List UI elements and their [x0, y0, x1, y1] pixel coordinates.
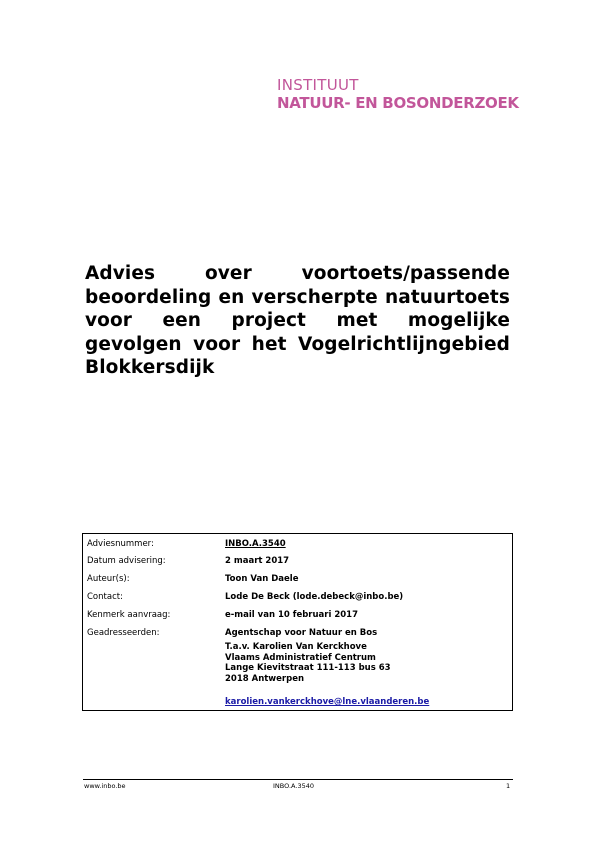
- footer-page-number: 1: [506, 782, 511, 790]
- contact-value: Lode De Beck (lode.debeck@inbo.be): [225, 592, 404, 602]
- datum-label: Datum advisering:: [87, 556, 166, 566]
- datum-value: 2 maart 2017: [225, 556, 290, 566]
- adviesnummer-label: Adviesnummer:: [87, 539, 154, 549]
- adviesnummer-value: INBO.A.3540: [225, 539, 286, 549]
- address-line: 2018 Antwerpen: [225, 673, 305, 684]
- auteur-label: Auteur(s):: [87, 574, 130, 584]
- footer-divider: [83, 779, 513, 780]
- document-title: Advies over voortoets/passende beoordeling en verscherpte natuurtoets voor een project met mogelijke gevolgen voor het Vogelrichtlijngebied Blokkersdijk: [85, 263, 510, 378]
- logo-line-instituut: INSTITUUT: [277, 76, 359, 94]
- address-line: Agentschap voor Natuur en Bos: [225, 628, 378, 638]
- recipient-email-link[interactable]: karolien.vankerckhove@lne.vlaanderen.be: [225, 697, 430, 707]
- contact-label: Contact:: [87, 592, 123, 602]
- address-line: T.a.v. Karolien Van Kerckhove: [225, 642, 367, 652]
- footer-doc-id: INBO.A.3540: [273, 782, 314, 790]
- kenmerk-label: Kenmerk aanvraag:: [87, 610, 171, 620]
- kenmerk-value: e-mail van 10 februari 2017: [225, 610, 358, 620]
- geadresseerden-label: Geadresseerden:: [87, 628, 160, 638]
- advice-info-box: [82, 533, 513, 711]
- logo-line-natuur-bos: NATUUR- EN BOSONDERZOEK: [277, 94, 519, 112]
- footer-website: www.inbo.be: [84, 782, 126, 790]
- address-line: Vlaams Administratief Centrum: [225, 652, 376, 663]
- auteur-value: Toon Van Daele: [225, 574, 299, 584]
- inbo-logo: [277, 77, 519, 112]
- address-line: Lange Kievitstraat 111-113 bus 63: [225, 663, 391, 673]
